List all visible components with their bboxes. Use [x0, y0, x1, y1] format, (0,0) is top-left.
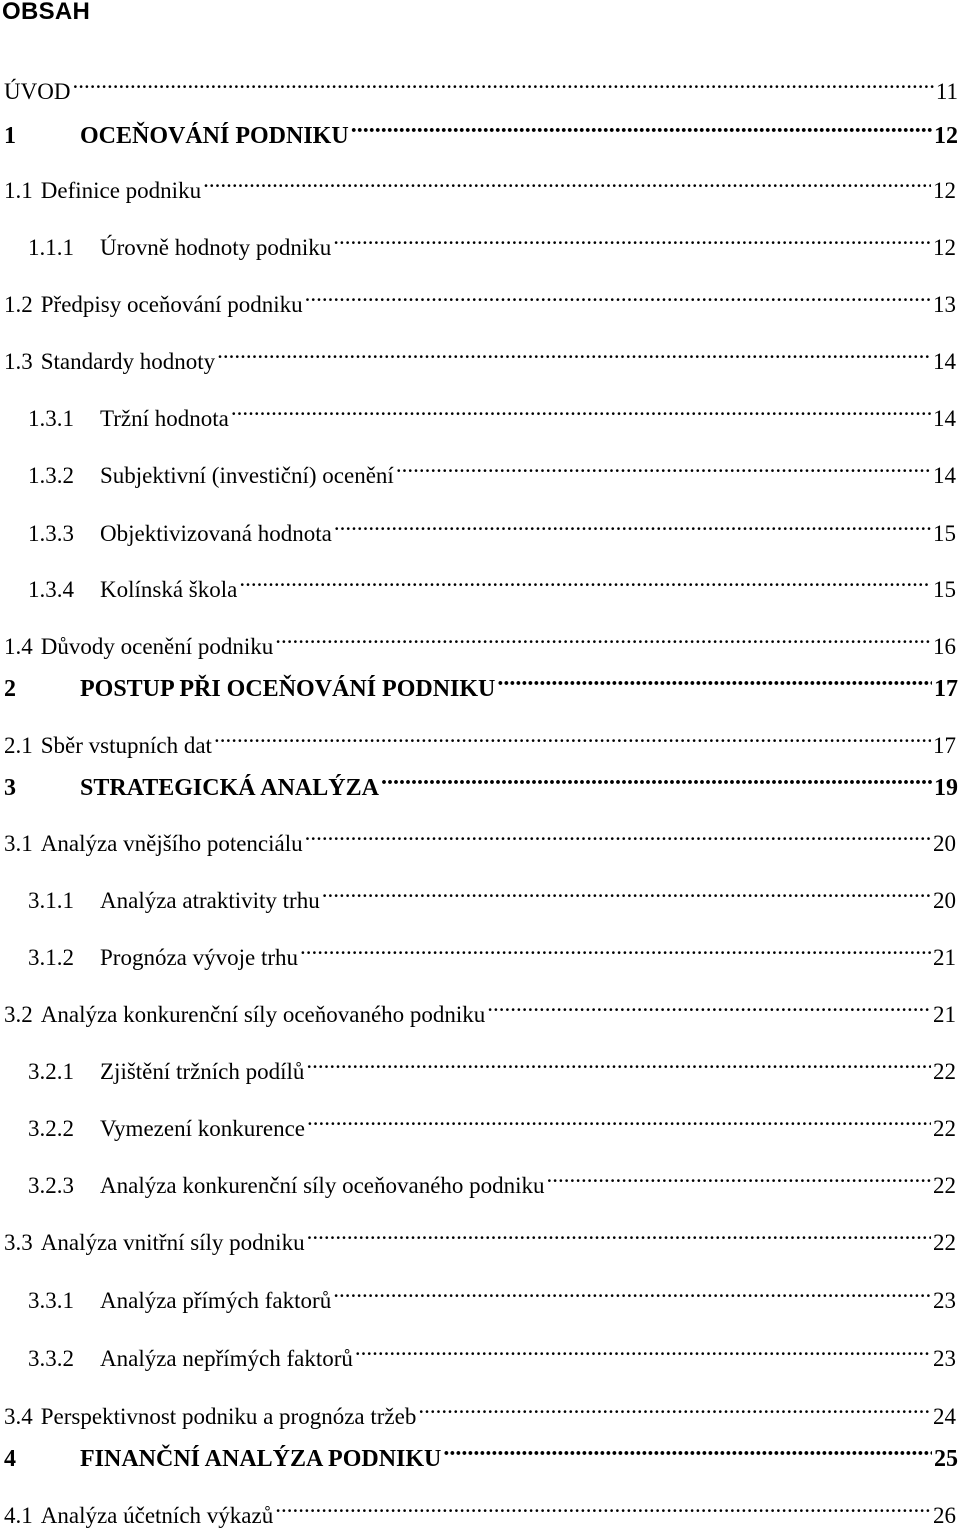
- toc-entry-title: Analýza účetních výkazů: [40, 1503, 274, 1528]
- toc-entry-page: 17: [933, 733, 956, 758]
- toc-entry-page: 16: [933, 634, 956, 659]
- toc-dot-leader: [396, 447, 931, 483]
- toc-entry-number: 3.2: [4, 1002, 33, 1027]
- toc-entry-page: 21: [933, 1002, 956, 1027]
- toc-entry[interactable]: [4, 1214, 960, 1255]
- toc-entry-page: 22: [933, 1230, 956, 1255]
- toc-entry-title: FINANČNÍ ANALÝZA PODNIKU: [80, 1446, 442, 1472]
- toc-entry-number: 4: [4, 1446, 16, 1472]
- toc-entry[interactable]: [4, 162, 960, 203]
- toc-entry-page: 14: [933, 349, 956, 374]
- toc-entry-page: 26: [933, 1503, 956, 1528]
- toc-entry-title: Tržní hodnota: [100, 406, 229, 431]
- toc-entry-title: Analýza konkurenční síly oceňovaného podniku: [100, 1173, 545, 1198]
- toc-entry-number: 1.4: [4, 634, 33, 659]
- toc-dot-leader: [305, 276, 931, 312]
- toc-dot-leader: [217, 333, 931, 369]
- toc-entry-page: 20: [933, 888, 956, 913]
- toc-entry-page: 13: [933, 292, 956, 317]
- toc-entry-number: 3.4: [4, 1404, 33, 1429]
- toc-entry-title: Analýza nepřímých faktorů: [100, 1346, 353, 1371]
- toc-entry[interactable]: [28, 219, 960, 260]
- toc-dot-leader: [214, 717, 931, 753]
- toc-dot-leader: [547, 1157, 931, 1193]
- toc-dot-leader: [381, 759, 932, 795]
- toc-entry-number: 1.2: [4, 292, 33, 317]
- toc-entry-page: 11: [935, 79, 958, 104]
- toc-entry-number: 3.3.1: [28, 1288, 74, 1313]
- toc-entry-page: 19: [934, 775, 958, 801]
- toc-dot-leader: [334, 505, 931, 541]
- toc-entry-number: 1.3: [4, 349, 33, 374]
- toc-entry-title: Analýza vnitřní síly podniku: [40, 1230, 305, 1255]
- toc-entry-page: 23: [933, 1346, 956, 1371]
- toc-entry-title: Analýza přímých faktorů: [100, 1288, 332, 1313]
- toc-entry[interactable]: [28, 1043, 960, 1084]
- toc-entry-number: 4.1: [4, 1503, 33, 1528]
- toc-entry-page: 22: [933, 1173, 956, 1198]
- toc-entry[interactable]: [28, 1157, 960, 1198]
- toc-entry-page: 14: [933, 463, 956, 488]
- toc-entry-number: 3.1.2: [28, 945, 74, 970]
- toc-entry[interactable]: [4, 1388, 960, 1429]
- toc-entry-title: Sběr vstupních dat: [40, 733, 212, 758]
- toc-entry-title: Důvody ocenění podniku: [40, 634, 274, 659]
- toc-entry-number: 1: [4, 123, 16, 149]
- toc-entry[interactable]: [28, 561, 960, 602]
- toc-entry-number: 3.1.1: [28, 888, 74, 913]
- toc-entry-number: 3: [4, 775, 16, 801]
- toc-entry[interactable]: [28, 1272, 960, 1313]
- toc-entry-title: Analýza konkurenční síly oceňovaného podniku: [40, 1002, 486, 1027]
- toc-entry-number: 3.3.2: [28, 1346, 74, 1371]
- toc-entry-number: 3.2.1: [28, 1059, 74, 1084]
- toc-dot-leader: [239, 561, 931, 597]
- toc-entry-title: Standardy hodnoty: [40, 349, 216, 374]
- toc-dot-leader: [72, 63, 933, 99]
- toc-entry[interactable]: [4, 986, 960, 1027]
- toc-entry-title: Kolínská škola: [100, 577, 238, 602]
- toc-dot-leader: [351, 107, 932, 143]
- toc-dot-leader: [497, 660, 932, 696]
- toc-entry-title: Objektivizovaná hodnota: [100, 521, 332, 546]
- toc-entry[interactable]: [4, 717, 960, 758]
- toc-entry-title: Prognóza vývoje trhu: [100, 945, 299, 970]
- toc-entry-number: 1.1: [4, 178, 33, 203]
- toc-entry-page: 20: [933, 831, 956, 856]
- toc-entry-title: STRATEGICKÁ ANALÝZA: [80, 775, 379, 801]
- toc-entry-number: 2.1: [4, 733, 33, 758]
- toc-dot-leader: [203, 162, 931, 198]
- toc-dot-leader: [418, 1388, 931, 1424]
- toc-dot-leader: [443, 1430, 932, 1466]
- toc-entry-number: 3.2.3: [28, 1173, 74, 1198]
- toc-entry-number: 1.1.1: [28, 235, 74, 260]
- toc-entry[interactable]: [4, 759, 960, 801]
- page-title: OBSAH: [2, 0, 91, 25]
- toc-entry-page: 22: [933, 1116, 956, 1141]
- toc-dot-leader: [307, 1100, 931, 1136]
- toc-dot-leader: [231, 390, 931, 426]
- toc-dot-leader: [333, 219, 931, 255]
- toc-dot-leader: [322, 872, 931, 908]
- toc-entry[interactable]: [28, 447, 960, 488]
- toc-dot-leader: [306, 1043, 931, 1079]
- toc-entry-title: Úrovně hodnoty podniku: [100, 235, 332, 260]
- toc-entry-page: 12: [933, 178, 956, 203]
- toc-entry-page: 12: [933, 235, 956, 260]
- toc-entry-page: 17: [934, 676, 958, 702]
- toc-entry-number: 3.3: [4, 1230, 33, 1255]
- toc-entry-title: Subjektivní (investiční) ocenění: [100, 463, 394, 488]
- toc-entry[interactable]: [28, 929, 960, 970]
- toc-entry[interactable]: [28, 390, 960, 431]
- toc-dot-leader: [487, 986, 931, 1022]
- toc-entry-title: Definice podniku: [40, 178, 202, 203]
- toc-entry-number: 1.3.2: [28, 463, 74, 488]
- toc-entry-title: Předpisy oceňování podniku: [40, 292, 303, 317]
- toc-entry-number: 3.2.2: [28, 1116, 74, 1141]
- toc-entry-title: POSTUP PŘI OCEŇOVÁNÍ PODNIKU: [80, 676, 496, 702]
- toc-entry-number: 1.3.3: [28, 521, 74, 546]
- toc-entry-number: 1.3.1: [28, 406, 74, 431]
- toc-entry-title: ÚVOD: [4, 79, 71, 104]
- toc-entry[interactable]: [4, 107, 960, 149]
- toc-dot-leader: [307, 1214, 931, 1250]
- toc-entry-title: Zjištění tržních podílů: [100, 1059, 305, 1084]
- toc-entry[interactable]: [4, 276, 960, 317]
- toc-entry-number: 2: [4, 676, 16, 702]
- toc-dot-leader: [333, 1272, 931, 1308]
- toc-entry-title: Perspektivnost podniku a prognóza tržeb: [40, 1404, 417, 1429]
- toc-entry-page: 23: [933, 1288, 956, 1313]
- toc-entry[interactable]: [28, 1100, 960, 1141]
- toc-entry-number: 1.3.4: [28, 577, 74, 602]
- toc-entry[interactable]: [4, 1487, 960, 1528]
- toc-entry-page: 22: [933, 1059, 956, 1084]
- toc-entry[interactable]: [28, 872, 960, 913]
- toc-entry[interactable]: [4, 63, 960, 104]
- toc-dot-leader: [275, 618, 931, 654]
- toc-entry-page: 21: [933, 945, 956, 970]
- toc-entry[interactable]: [4, 815, 960, 856]
- toc-entry-page: 15: [933, 577, 956, 602]
- toc-entry[interactable]: [28, 505, 960, 546]
- toc-dot-leader: [300, 929, 931, 965]
- toc-entry[interactable]: [28, 1330, 960, 1371]
- toc-entry-page: 15: [933, 521, 956, 546]
- toc-entry-page: 24: [933, 1404, 956, 1429]
- toc-dot-leader: [305, 815, 931, 851]
- toc-entry-title: Vymezení konkurence: [100, 1116, 306, 1141]
- toc-entry-page: 12: [934, 123, 958, 149]
- toc-entry[interactable]: [4, 660, 960, 702]
- toc-entry-page: 14: [933, 406, 956, 431]
- toc-entry-title: Analýza vnějšího potenciálu: [40, 831, 303, 856]
- toc-dot-leader: [355, 1330, 931, 1366]
- toc-entry[interactable]: [4, 1430, 960, 1472]
- toc-entry-page: 25: [934, 1446, 958, 1472]
- toc-entry[interactable]: [4, 618, 960, 659]
- toc-entry-title: OCEŇOVÁNÍ PODNIKU: [80, 123, 349, 149]
- toc-entry-title: Analýza atraktivity trhu: [100, 888, 320, 913]
- toc-entry[interactable]: [4, 333, 960, 374]
- toc-dot-leader: [275, 1487, 931, 1523]
- toc-entry-number: 3.1: [4, 831, 33, 856]
